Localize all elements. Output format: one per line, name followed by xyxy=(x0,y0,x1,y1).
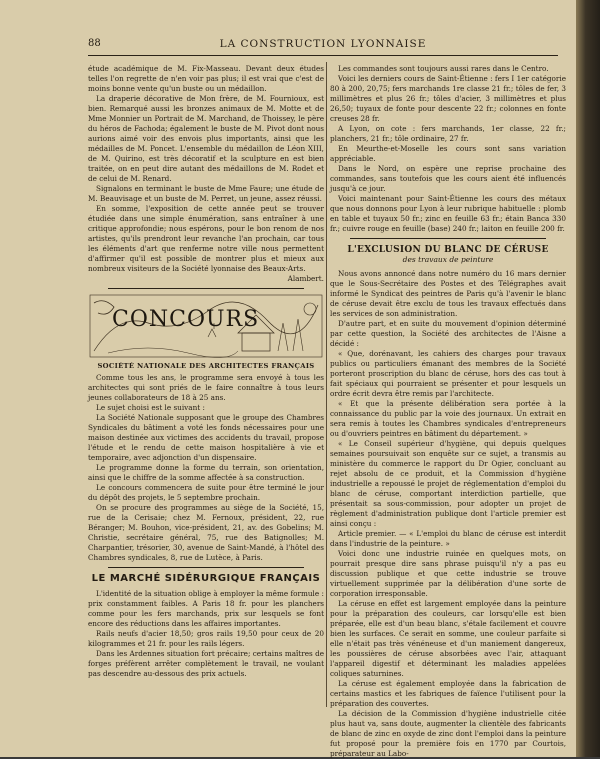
right-column xyxy=(330,64,566,758)
paragraph: Article premier. — « L'emploi du blanc de céruse est interdit dans l'industrie de la peinture. » xyxy=(330,529,566,548)
paragraph: Nous avons annoncé dans notre numéro du 16 mars dernier que le Sous-Secrétaire des Postes et des Télégraphes avait informé le Syndicat des peintres de Paris qu'à l'avenir le blanc de céruse devait être exclu de tous les travaux effectués dans les services de son administration. xyxy=(330,269,566,318)
paragraph: Dans les Ardennes situation fort précaire; certains maîtres de forges préfèrent arrêter complètement le travail, ne voulant pas descendre au-dessous des prix actuels. xyxy=(88,649,324,678)
paragraph: Le concours commencera de suite pour être terminé le jour du dépôt des projets, le 5 septembre prochain. xyxy=(88,483,324,502)
paragraph: Le sujet choisi est le suivant : xyxy=(96,403,205,412)
paragraph: « Et que la présente délibération sera portée à la connaissance du public par la voie des journaux. Un extrait en sera remis à toutes les Chambres syndicales d'entrepreneurs ou d'ouvriers peintres en bâtiment du département. » xyxy=(330,399,566,438)
page-header xyxy=(88,38,558,54)
section-separator xyxy=(108,288,304,289)
paragraph: Le programme donne la forme du terrain, son orientation, ainsi que le chiffre de la somme affectée à sa construction. xyxy=(88,463,324,482)
paragraph: D'autre part, et en suite du mouvement d'opinion déterminé par cette question, la Société des architectes de l'Aisne a décidé : xyxy=(330,319,566,348)
exclusion-heading: L'EXCLUSION DU BLANC DE CÉRUSE xyxy=(347,245,549,255)
paragraph: L'identité de la situation oblige à employer la même formule : prix constamment faibles. A Paris 18 fr. pour les planchers comme pour les fers marchands, prix sur lesquels se font encore des réductions dans les affaires importantes. xyxy=(88,589,324,628)
paragraph: La céruse est également employée dans la fabrication de certains mastics et les fabriques de faïence l'utilisent pour la préparation des couvertes. xyxy=(330,679,566,708)
paragraph: Voici maintenant pour Saint-Étienne les cours des métaux que nous donnons pour Lyon à leur rubrique habituelle : plomb en table et tuyaux 50 fr.; zinc en feuille 63 fr.; étain Banca 330 fr.; cuivre rouge en feuille (base) 240 fr.; laiton en feuille 200 fr. xyxy=(330,194,566,233)
concours-banner xyxy=(88,293,324,359)
left-column xyxy=(88,64,324,704)
paragraph: En Meurthe-et-Moselle les cours sont sans variation appréciable. xyxy=(330,144,566,163)
paragraph: Signalons en terminant le buste de Mme Faure; une étude de M. Beauvisage et un buste de M. Perret, un jeune, assez réussi. xyxy=(88,184,324,203)
paragraph: Comme tous les ans, le programme sera envoyé à tous les architectes qui sont priés de le faire connaître à tous leurs jeunes collaborateurs de 18 à 25 ans. xyxy=(88,373,324,402)
paragraph: « Le Conseil supérieur d'hygiène, qui depuis quelques semaines poursuivait son enquête sur ce sujet, a transmis au ministère du commerce le rapport du Dr Ogier, concluant au rejet absolu de ce produit, et la Commission d'hygiène industrielle a repoussé le projet de réglementation d'emploi du blanc de céruse, comportant interdiction partielle, que présentait sa sous-commission, pour adopter un projet de règlement d'administration publique dont l'article premier est ainsi conçu : xyxy=(330,439,566,528)
column-divider xyxy=(326,62,327,707)
paragraph: Les commandes sont toujours aussi rares dans le Centro. xyxy=(338,64,549,73)
exclusion-subheading: des travaux de peinture xyxy=(402,255,494,264)
paragraph: La décision de la Commission d'hygiène industrielle citée plus haut va, sans doute, augmenter la clientèle des fabricants de blanc de zinc en oxyde de zinc dont l'emploi dans la peinture fut proposé pour la première fois en 1770 par Courtois, préparateur au Labo- xyxy=(330,709,566,758)
section-separator xyxy=(350,238,546,239)
header-rule xyxy=(88,55,558,56)
page-number: 88 xyxy=(88,38,101,49)
marche-heading: LE MARCHÉ SIDÉRURGIQUE FRANÇAIS xyxy=(91,573,321,584)
paragraph: Voici les derniers cours de Saint-Étienne : fers I 1er catégorie 80 à 200, 20,75; fers marchands 1re classe 21 fr.; tôles de fer, 3 millimètres et plus 26 fr.; tôles d'acier, 3 millimètres et plus 26,50; tuyaux de fonte pour descente 22 fr.; colonnes en fonte creuses 28 fr. xyxy=(330,74,566,123)
societe-heading: SOCIÉTÉ NATIONALE DES ARCHITECTES FRANÇAIS xyxy=(97,362,315,370)
concours-title: CONCOURS xyxy=(112,307,260,332)
paragraph: « Que, dorénavant, les cahiers des charges pour travaux publics ou particuliers émanant des membres de la Société porteront proscription du blanc de céruse, hors des cas tout à fait spéciaux qui pourraient se présenter et pour lesquels un ordre écrit devra être remis par l'architecte. xyxy=(330,349,566,398)
section-separator xyxy=(108,567,304,568)
paragraph: Voici donc une industrie ruinée en quelques mots, on pourrait presque dire sans phrase puisqu'il n'y a pas eu discussion publique et que cette industrie se trouve virtuellement supprimée par la délibération d'une sorte de corporation irresponsable. xyxy=(330,549,566,598)
paragraph: étude académique de M. Fix-Masseau. Devant deux études telles l'on regrette de n'en voir pas plus; il est vrai que c'est de moins bonne vente qu'un buste ou un médaillon. xyxy=(88,64,324,93)
paragraph: Dans le Nord, on espère une reprise prochaine des commandes, sans toutefois que les cours aient été influencés jusqu'à ce jour. xyxy=(330,164,566,193)
journal-title: LA CONSTRUCTION LYONNAISE xyxy=(219,38,427,50)
paragraph: La céruse en effet est largement employée dans la peinture pour la préparation des couleurs, car lorsqu'elle est bien préparée, elle est d'un beau blanc, s'étale facilement et couvre bien les surfaces. Ce serait en somme, une couleur parfaite si elle n'était pas très vénéneuse et d'un maniement dangereux, les poussières de céruse absorbées avec l'air, attaquant l'appareil digestif et déterminant les maladies appelées coliques saturnines. xyxy=(330,599,566,678)
paragraph: On se procure des programmes au siège de la Société, 15, rue de la Cerisaie; chez M. Fernoux, président, 22, rue Béranger; M. Bouhon, vice-président, 21, av. des Gobelins; M. Christie, secrétaire général, 75, rue des Batignolles; M. Charpantier, trésorier, 30, avenue de Saint-Mandé, à l'hôtel des Chambres syndicales, 8, rue de Lutèce, à Paris. xyxy=(88,503,324,562)
author-signature: Alambert. xyxy=(287,274,324,283)
paragraph: La draperie décorative de Mon frère, de M. Fournioux, est bien. Remarqué aussi les bronzes animaux de M. Motte et de Mme Monnier un Portrait de M. Marchand, de Thoissey, le père du héros de Fachoda; également le buste de M. Pivot dont nous aurions aimé voir des envois plus importants, ainsi que les médailles de M. Poncet. L'ensemble du médaillon de Léon XIII, de M. Quirino, est très décoratif et la sculpture en est bien traitée, on en peut dire autant des médaillons de M. Rodet et de celui de M. Renard. xyxy=(88,94,324,183)
paragraph: En somme, l'exposition de cette année peut se trouver étudiée dans une simple énumération, sans entraîner à une critique approfondie; nous espérons, pour le bon renom de nos artistes, qu'ils prendront leur revanche l'an prochain, car tous les éléments d'art que renferme notre ville nous permettent d'affirmer qu'il est possible de montrer plus et mieux aux nombreux visiteurs de la Société lyonnaise des Beaux-Arts. xyxy=(88,204,324,273)
paragraph: La Société Nationale supposant que le groupe des Chambres Syndicales du bâtiment a voté les fonds nécessaires pour une maison destinée aux victimes des accidents du travail, propose l'étude et le rendu de cette maison hospitalière à vie et temporaire, avec adjonction d'un dispensaire. xyxy=(88,413,324,462)
paragraph: A Lyon, on cote : fers marchands, 1er classe, 22 fr.; planchers, 21 fr.; tôle ordinaire, 27 fr. xyxy=(330,124,566,143)
paragraph: Rails neufs d'acier 18,50; gros rails 19,50 pour ceux de 20 kilogrammes et 21 fr. pour les rails légers. xyxy=(88,629,324,648)
book-binding xyxy=(576,0,600,757)
